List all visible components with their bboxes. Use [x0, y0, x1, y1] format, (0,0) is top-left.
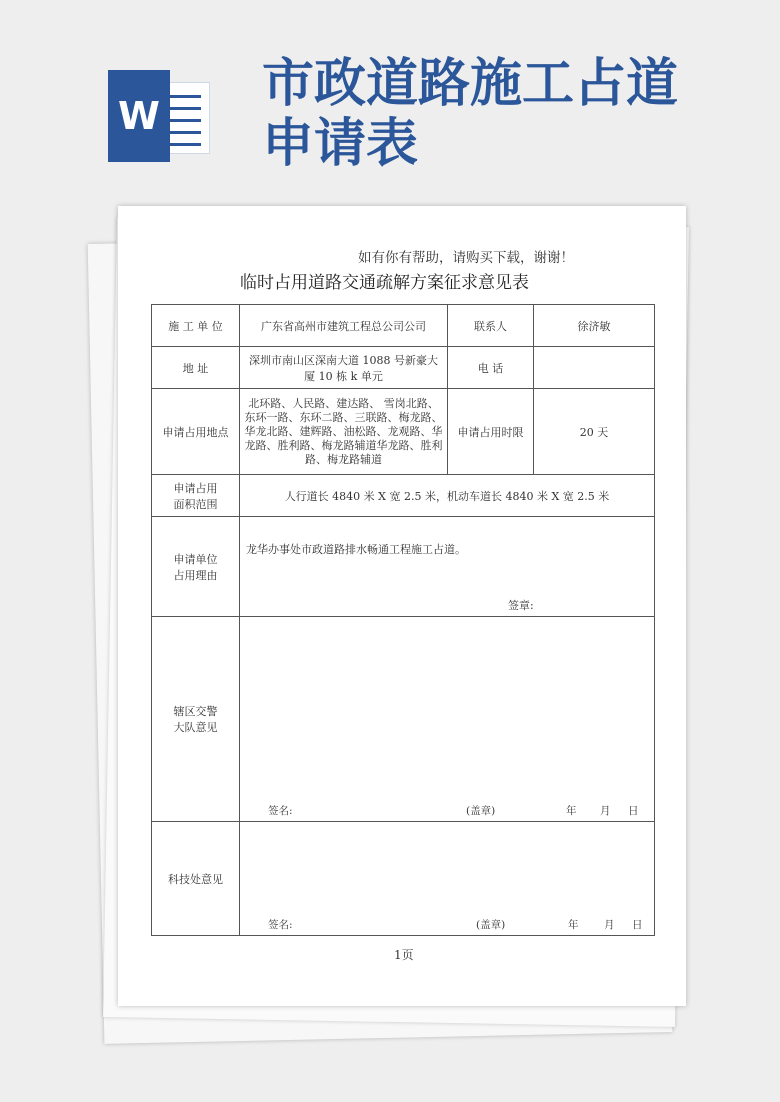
unit-label: 施 工 单 位 [152, 305, 240, 347]
download-notice: 如有你有帮助，请购买下载，谢谢！ [358, 250, 574, 266]
area-label-line-1: 申请占用 [173, 481, 218, 495]
table-row [152, 617, 655, 822]
reason-label [152, 517, 240, 617]
unit-value: 广东省高州市建筑工程总公司公司 [240, 305, 448, 347]
table-row [152, 347, 655, 389]
table-row [152, 389, 655, 475]
phone-label: 电 话 [448, 347, 534, 389]
address-value: 深圳市南山区深南大道 1088 号新豪大厦 10 栋 k 单元 [240, 347, 448, 389]
application-form [151, 304, 655, 936]
title-line-2: 申请表 [262, 114, 419, 174]
reason-label-line-2: 占用理由 [173, 568, 218, 582]
area-label-line-2: 面积范围 [173, 497, 218, 511]
tech-opinion-cell [240, 822, 655, 936]
location-label: 申请占用地点 [152, 389, 240, 475]
police-label-line-1: 辖区交警 [173, 705, 218, 718]
tech-sign-row [240, 917, 654, 931]
address-label: 地 址 [152, 347, 240, 389]
tech-sign-label: 签名: [268, 919, 293, 931]
title-line-1: 市政道路施工占道 [262, 54, 679, 114]
police-sign-row [240, 803, 654, 817]
word-logo-icon [108, 70, 212, 162]
police-year-label: 年 [566, 805, 577, 817]
tech-label: 科技处意见 [152, 822, 240, 936]
police-label-line-2: 大队意见 [173, 721, 218, 734]
tech-day-label: 日 [632, 919, 643, 931]
reason-cell [240, 517, 655, 617]
word-badge: W [108, 70, 170, 162]
location-value: 北环路、人民路、建达路、 雪岗北路、 东环一路、东环二路、三联路、梅龙路、华龙北路、建辉路、油松路、龙观路、华龙路、胜利路、梅龙路辅道华龙路、胜利路、梅龙路辅道 [240, 389, 448, 475]
police-opinion-cell [240, 617, 655, 822]
police-sign-label: 签名: [268, 805, 293, 817]
reason-label-line-1: 申请单位 [173, 552, 218, 566]
table-row [152, 822, 655, 936]
contact-value: 徐济敏 [534, 305, 655, 347]
police-day-label: 日 [628, 805, 639, 817]
police-label [152, 617, 240, 822]
page-number: 1页 [394, 948, 414, 962]
tech-year-label: 年 [568, 919, 579, 931]
phone-value [534, 347, 655, 389]
table-row [152, 475, 655, 517]
document-title: 临时占用道路交通疏解方案征求意见表 [240, 273, 529, 293]
contact-label: 联系人 [448, 305, 534, 347]
duration-label: 申请占用时限 [448, 389, 534, 475]
page-title [262, 54, 762, 174]
tech-stamp-label: (盖章) [476, 919, 506, 931]
reason-value: 龙华办事处市政道路排水畅通工程施工占道。 [246, 543, 466, 556]
seal-label: 签章: [508, 599, 534, 612]
table-row [152, 517, 655, 617]
area-value: 人行道长 4840 米 X 宽 2.5 米，机动车道长 4840 米 X 宽 2.5 米 [240, 475, 655, 517]
police-stamp-label: (盖章) [466, 805, 496, 817]
table-row [152, 305, 655, 347]
area-label [152, 475, 240, 517]
tech-month-label: 月 [604, 919, 615, 931]
police-month-label: 月 [600, 805, 611, 817]
duration-value: 20 天 [534, 389, 655, 475]
